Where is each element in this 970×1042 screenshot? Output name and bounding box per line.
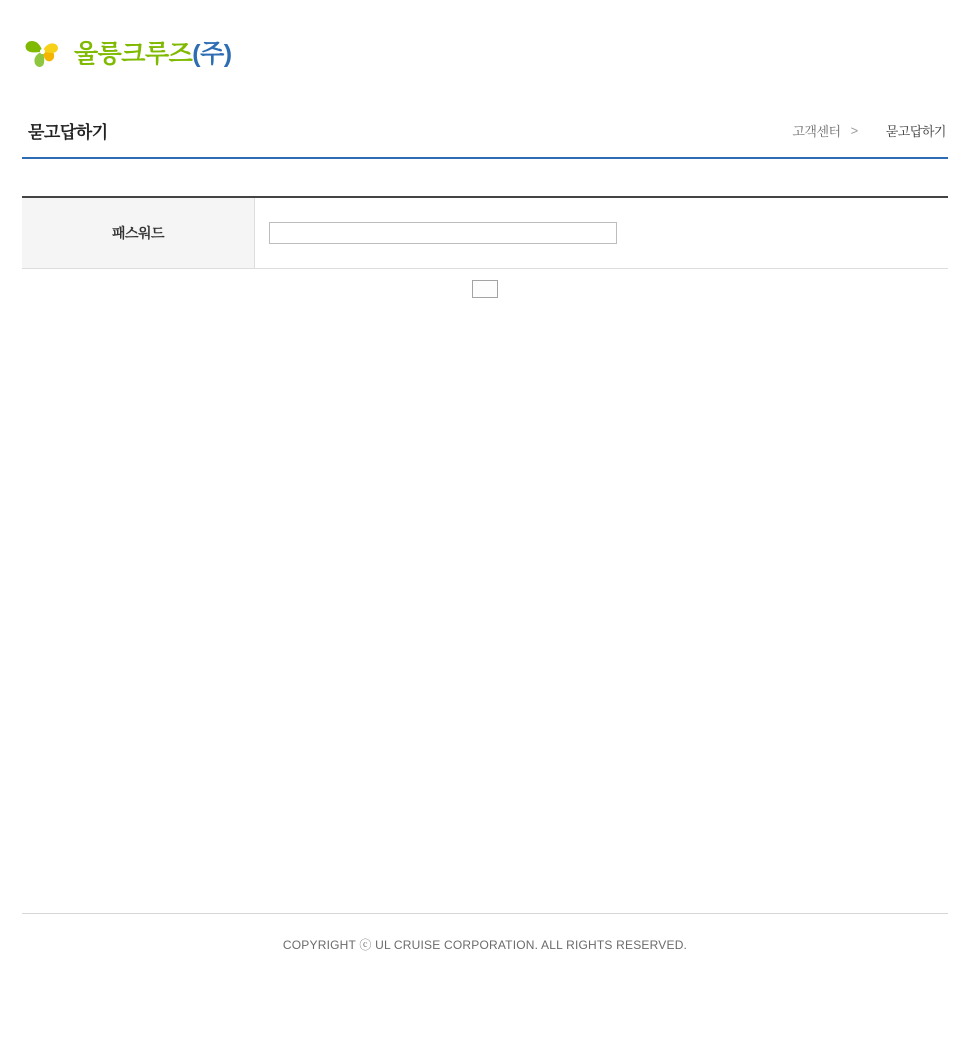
password-form-section	[22, 159, 948, 269]
password-field-cell	[255, 197, 949, 269]
password-input[interactable]	[269, 222, 617, 244]
breadcrumb	[792, 121, 948, 140]
site-footer	[22, 913, 948, 953]
breadcrumb-item-current: 묻고답하기	[885, 124, 946, 139]
submit-button-row	[22, 280, 948, 298]
password-label: 패스워드	[22, 197, 255, 269]
breadcrumb-separator-icon: >	[850, 123, 858, 138]
site-header	[0, 0, 970, 104]
site-logo-text	[74, 34, 232, 70]
submit-button[interactable]	[472, 280, 498, 298]
flower-pinwheel-logo-icon	[22, 32, 64, 72]
site-logo[interactable]	[22, 32, 232, 72]
page-titlebar	[22, 104, 948, 159]
logo-text-main: 울릉크루즈	[74, 40, 193, 68]
page-title: 묻고답하기	[28, 123, 108, 142]
logo-text-suffix: (주)	[192, 40, 232, 68]
password-form-table	[22, 196, 948, 269]
table-row	[22, 197, 948, 269]
copyright-text: COPYRIGHT ⓒ UL CRUISE CORPORATION. ALL RIGHTS RESERVED.	[282, 938, 688, 952]
breadcrumb-item-root[interactable]: 고객센터	[792, 124, 841, 139]
